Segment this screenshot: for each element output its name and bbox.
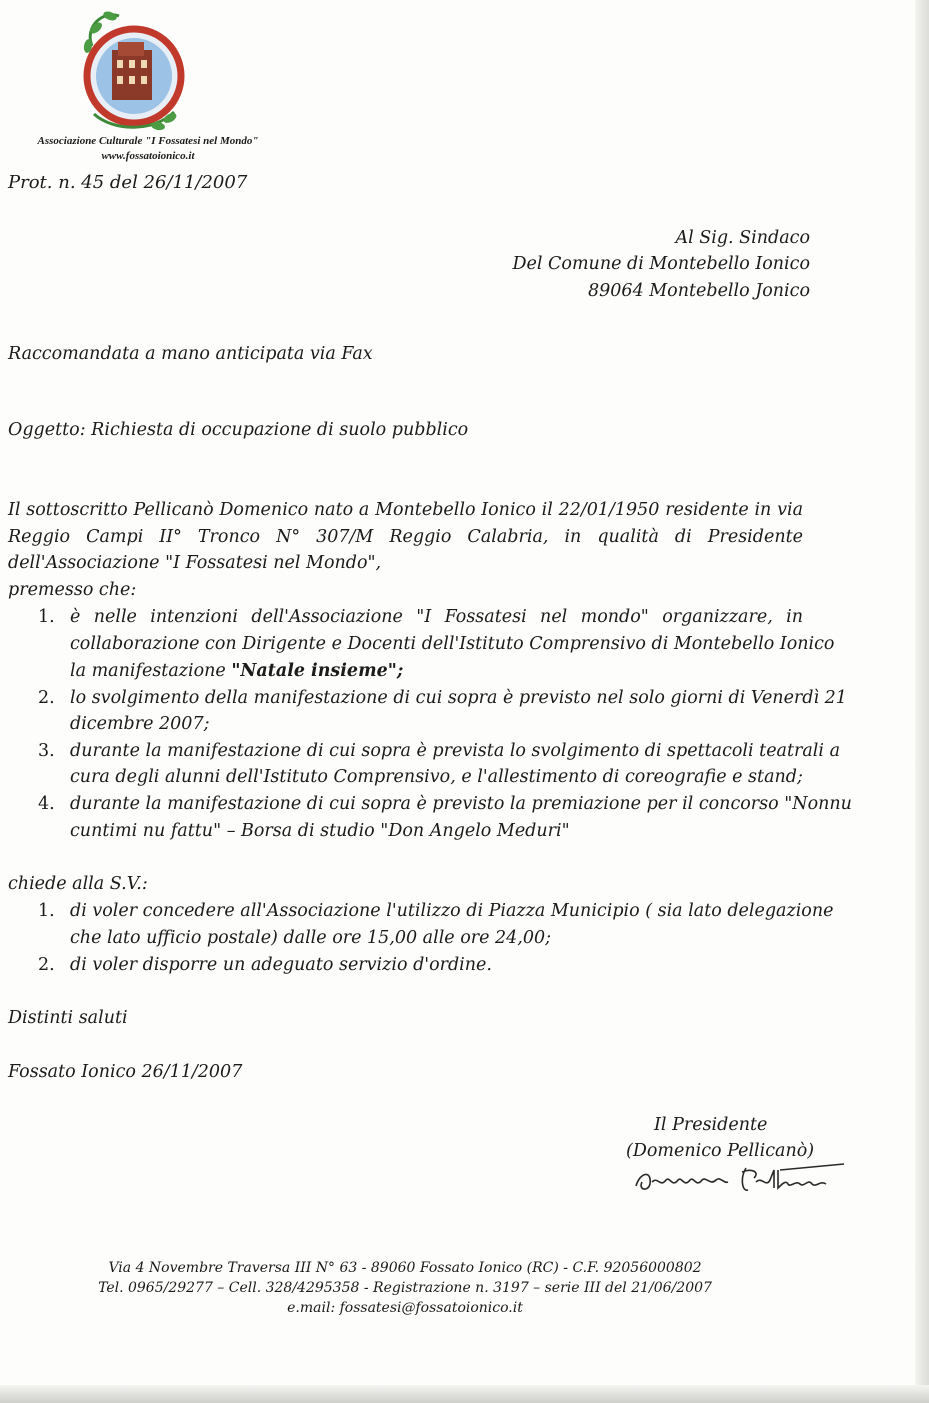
request-1-line-2: che lato ufficio postale) dalle ore 15,00 alle ore 24,00; [70,928,552,948]
request-number: 1. [38,901,55,921]
footer-contacts: Tel. 0965/29277 – Cell. 328/4295358 - Registrazione n. 3197 – serie III del 21/06/2007 [98,1280,712,1296]
recipient-line-3: 89064 Montebello Jonico [588,281,810,301]
association-logo [74,6,186,134]
premise-2-line-1: lo svolgimento della manifestazione di cui sopra è previsto nel solo giorni di Venerdì 21 [70,688,847,708]
premise-number: 2. [38,688,55,708]
premise-4-line-1: durante la manifestazione di cui sopra è previsto la premiazione per il concorso "Nonnu [70,794,852,814]
recipient-line-2: Del Comune di Montebello Ionico [512,254,810,274]
delivery-note: Raccomandata a mano anticipata via Fax [8,344,373,364]
request-1-line-1: di voler concedere all'Associazione l'utilizzo di Piazza Municipio ( sia lato delegazione [70,901,834,921]
intro-line-2: Reggio Campi II° Tronco N° 307/M Reggio Calabria, in qualità di Presidente [8,527,803,547]
premise-1-line-1: è nelle intenzioni dell'Associazione "I Fossatesi nel mondo" organizzare, in [70,607,803,627]
request-2-line-1: di voler disporre un adeguato servizio d'ordine. [70,955,492,975]
premise-1-line-2: collaborazione con Dirigente e Docenti dell'Istituto Comprensivo di Montebello Ionico [70,634,835,654]
premise-number: 4. [38,794,55,814]
premise-number: 1. [38,607,55,627]
requests-intro: chiede alla S.V.: [8,874,148,894]
signature-title: Il Presidente [654,1115,768,1135]
premise-3-line-1: durante la manifestazione di cui sopra è prevista lo svolgimento di spettacoli teatrali a [70,741,840,761]
event-name: "Natale insieme"; [231,661,404,681]
handwritten-signature [630,1158,850,1198]
recipient-line-1: Al Sig. Sindaco [675,228,810,248]
association-website: www.fossatoionico.it [101,150,195,162]
premise-4-line-2: cuntimi nu fattu" – Borsa di studio "Don Angelo Meduri" [70,821,570,841]
premise-1-line-3: la manifestazione "Natale insieme"; [70,661,404,681]
footer-email: e.mail: fossatesi@fossatoionico.it [287,1300,523,1316]
association-name: Associazione Culturale "I Fossatesi nel Mondo" [37,135,259,147]
protocol-number: Prot. n. 45 del 26/11/2007 [8,172,248,193]
intro-line-3: dell'Associazione "I Fossatesi nel Mondo", [8,553,382,573]
footer-address: Via 4 Novembre Traversa III N° 63 - 89060 Fossato Ionico (RC) - C.F. 92056000802 [108,1260,702,1276]
subject-line: Oggetto: Richiesta di occupazione di suolo pubblico [8,420,469,440]
page-bottom-edge [0,1385,929,1403]
intro-line-1: Il sottoscritto Pellicanò Domenico nato a Montebello Ionico il 22/01/1950 residente in via [8,500,803,520]
premise-number: 3. [38,741,55,761]
premise-3-line-2: cura degli alunni dell'Istituto Comprensivo, e l'allestimento di coreografie e stand; [70,767,803,787]
place-date: Fossato Ionico 26/11/2007 [8,1062,243,1082]
page-edge [915,0,929,1403]
signature-name: (Domenico Pellicanò) [626,1141,815,1161]
intro-line-4: premesso che: [8,580,137,600]
request-number: 2. [38,955,55,975]
closing-greeting: Distinti saluti [8,1008,128,1028]
premise-2-line-2: dicembre 2007; [70,714,210,734]
